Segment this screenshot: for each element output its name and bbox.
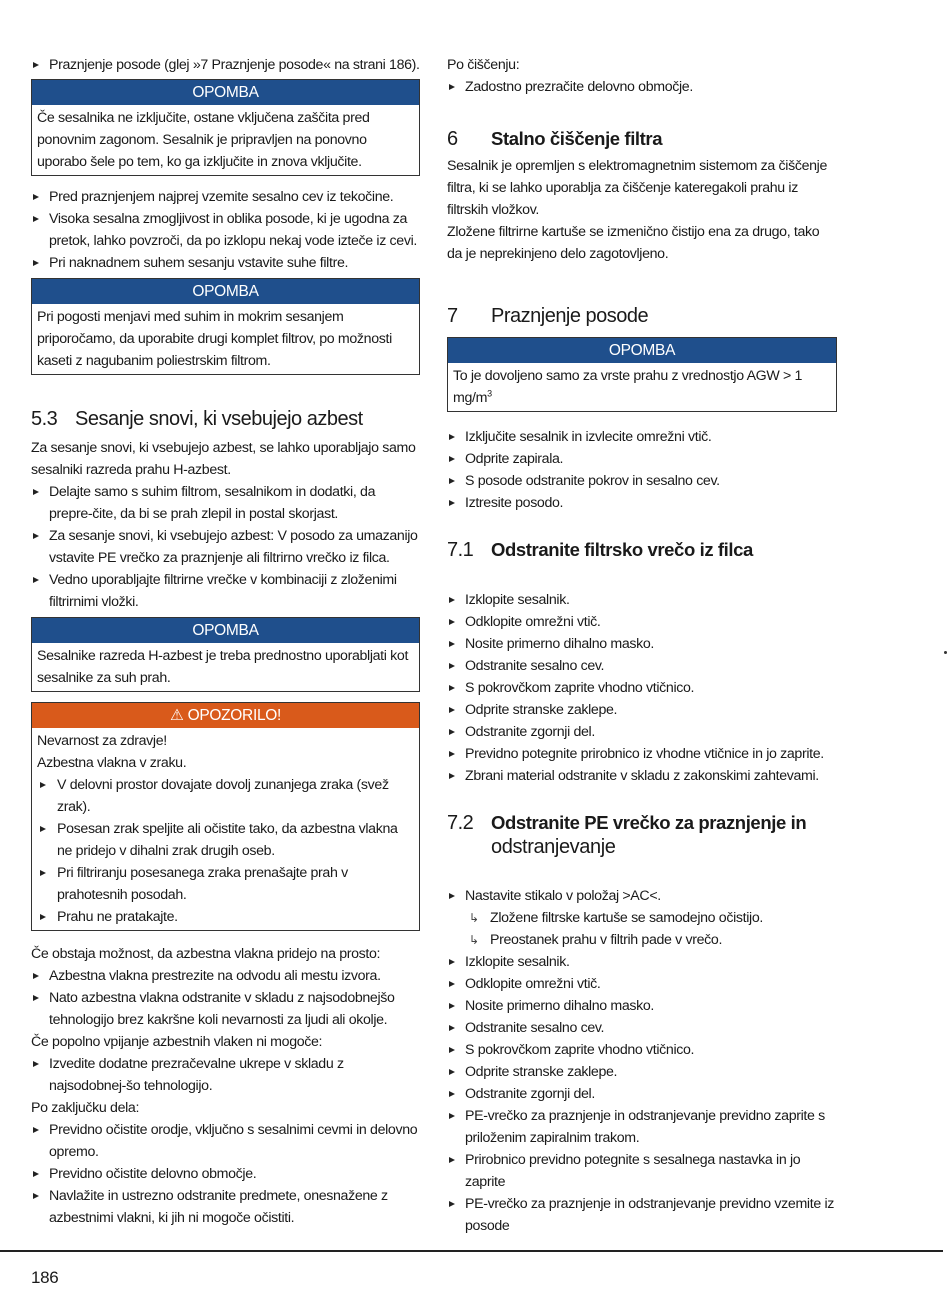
list-pe-bag-steps <box>447 951 837 1237</box>
warning-line: Azbestna vlakna v zraku. <box>37 755 187 771</box>
list-item: Visoka sesalna zmogljivost in oblika posode, ki je ugodna za pretok, lahko povzroči, da po izklopu nekaj vode izteče iz cevi. <box>31 208 420 252</box>
notice-text-main: To je dovoljeno samo za vrste prahu z vrednostjo AGW > 1 mg/m <box>453 368 803 406</box>
list-item: Prahu ne pratakajte. <box>37 906 414 928</box>
list-item: Zadostno prezračite delovno območje. <box>447 76 837 98</box>
list-item: Previdno potegnite prirobnico iz vhodne vtičnice in jo zaprite. <box>447 743 837 765</box>
list-item: Delajte samo s suhim filtrom, sesalnikom in dodatki, da prepre-čite, da bi se prah zlepil in postal skorjast. <box>31 481 420 525</box>
section-title: Stalno čiščenje filtra <box>491 128 663 149</box>
paragraph-after-cleaning: Po čiščenju: <box>447 57 520 73</box>
list-felt-bag <box>447 589 837 787</box>
paragraph-after-work: Po zaključku dela: <box>31 1100 140 1116</box>
section-heading-6 <box>447 127 837 151</box>
notice-box-restart <box>31 79 420 176</box>
list-item: Nosite primerno dihalno masko. <box>447 633 837 655</box>
list-item: Nato azbestna vlakna odstranite v skladu z najsodobnejšo tehnologijo brez kakršne koli nevarnosti za ljudi ali okolje. <box>31 987 420 1031</box>
list-item: Previdno očistite orodje, vključno s sesalnimi cevmi in delovno opremo. <box>31 1119 420 1163</box>
paragraph-absorption: Če popolno vpijanje azbestnih vlaken ni mogoče: <box>31 1034 323 1050</box>
list-item: Praznjenje posode (glej »7 Praznjenje posode« na strani 186). <box>31 54 420 76</box>
list-asbestos-rules <box>31 481 420 613</box>
section-title: Sesanje snovi, ki vsebujejo azbest <box>75 408 363 430</box>
list-item: Odstranite zgornji del. <box>447 721 837 743</box>
list-item: Pred praznjenjem najprej vzemite sesalno cev iz tekočine. <box>31 186 420 208</box>
section-title-bold: Odstranite PE vrečko za praznjenje in <box>491 812 807 833</box>
list-outdoor <box>31 965 420 1031</box>
warning-list <box>37 774 414 928</box>
section-title <box>491 811 821 859</box>
list-item: V delovni prostor dovajate dovolj zunanjega zraka (svež zrak). <box>37 774 414 818</box>
list-item: ↳ Zložene filtrske kartuše se samodejno očistijo. <box>447 907 837 929</box>
list-item: Posesan zrak speljite ali očistite tako, da azbestna vlakna ne pridejo v dihalni zrak drugih oseb. <box>37 818 414 862</box>
list-item: Odklopite omrežni vtič. <box>447 611 837 633</box>
paragraph-filter-cartridges: Zložene filtrirne kartuše se izmenično čistijo ena za drugo, tako da je neprekinjeno delo zagotovljeno. <box>447 224 820 262</box>
list-item: S posode odstranite pokrov in sesalno cev. <box>447 470 837 492</box>
section-heading-7-2 <box>447 811 837 859</box>
list-empty-steps <box>447 426 837 514</box>
list-item: Odprite stranske zaklepe. <box>447 1061 837 1083</box>
list-pe-bag-start <box>447 885 837 907</box>
paragraph-asbestus-intro: Za sesanje snovi, ki vsebujejo azbest, se lahko uporabljajo samo sesalniki razreda prahu H-azbest. <box>31 440 416 478</box>
notice-text <box>453 365 831 409</box>
footer-rule <box>0 1250 943 1252</box>
list-item: Odprite stranske zaklepe. <box>447 699 837 721</box>
warning-box <box>31 702 420 931</box>
list-item: Pri filtriranju posesanega zraka prenašajte prah v prahotesnih posodah. <box>37 862 414 906</box>
paragraph-filter-system: Sesalnik je opremljen s elektromagnetnim sistemom za čiščenje filtra, ki se lahko uporablja za čiščenje kateregakoli prahu iz filtrskih vložkov. <box>447 158 828 218</box>
list-item: S pokrovčkom zaprite vhodno vtičnico. <box>447 1039 837 1061</box>
section-title: Praznjenje posode <box>491 305 649 327</box>
list-item: Zbrani material odstranite v skladu z zakonskimi zahtevami. <box>447 765 837 787</box>
list-item: Odklopite omrežni vtič. <box>447 973 837 995</box>
list-empty-container <box>31 54 420 76</box>
list-item: Nosite primerno dihalno masko. <box>447 995 837 1017</box>
notice-box-agw <box>447 337 837 412</box>
list-item: Za sesanje snovi, ki vsebujejo azbest: V posodo za umazanijo vstavite PE vrečko za praznjenje ali filtrirno vrečko iz filca. <box>31 525 420 569</box>
list-item: Odstranite sesalno cev. <box>447 1017 837 1039</box>
section-number: 5.3 <box>31 408 58 430</box>
section-heading-5-3 <box>31 407 420 431</box>
section-heading-7 <box>447 304 837 328</box>
section-title: Odstranite filtrsko vrečo iz filca <box>491 539 753 560</box>
list-item: Nastavite stikalo v položaj >AC<. <box>447 885 837 907</box>
list-item: Odstranite zgornji del. <box>447 1083 837 1105</box>
notice-text: Sesalnike razreda H-azbest je treba prednostno uporabljati kot sesalnike za suh prah. <box>37 648 409 686</box>
list-item: Izključite sesalnik in izvlecite omrežni vtič. <box>447 426 837 448</box>
list-item: S pokrovčkom zaprite vhodno vtičnico. <box>447 677 837 699</box>
list-item: PE-vrečko za praznjenje in odstranjevanje previdno zaprite s priloženim zapiralnim trakom. <box>447 1105 837 1149</box>
list-after-work <box>31 1119 420 1229</box>
section-heading-7-1 <box>447 538 837 562</box>
list-after-cleaning <box>447 76 837 98</box>
list-item: Previdno očistite delovno območje. <box>31 1163 420 1185</box>
notice-text: Pri pogosti menjavi med suhim in mokrim sesanjem priporočamo, da uporabite drugi komplet filtrov, po možnosti kaseti z nagubanim poliestrskim filtrom. <box>37 309 392 369</box>
list-item: Navlažite in ustrezno odstranite predmete, onesnažene z azbestnimi vlakni, ki jih ni mogoče očistiti. <box>31 1185 420 1229</box>
list-item: Azbestna vlakna prestrezite na odvodu ali mestu izvora. <box>31 965 420 987</box>
list-item: Odstranite sesalno cev. <box>447 655 837 677</box>
list-item: Izklopite sesalnik. <box>447 951 837 973</box>
list-absorption <box>31 1053 420 1097</box>
section-number: 7 <box>447 305 458 327</box>
list-item: Iztresite posodo. <box>447 492 837 514</box>
warning-title: ⚠ OPOZORILO! <box>32 703 419 728</box>
superscript-three: 3 <box>487 388 492 399</box>
list-item: PE-vrečko za praznjenje in odstranjevanje previdno vzemite iz posode <box>447 1193 837 1237</box>
left-column <box>31 54 420 1229</box>
notice-box-filters <box>31 278 420 375</box>
list-item: ↳ Preostanek prahu v filtrih pade v vrečo. <box>447 929 837 951</box>
page-number: 186 <box>31 1268 59 1287</box>
list-item: Pri naknadnem suhem sesanju vstavite suhe filtre. <box>31 252 420 274</box>
notice-text: Če sesalnika ne izključite, ostane vključena zaščita pred ponovnim zagonom. Sesalnik je pripravljen na ponovno uporabo šele po tem, ko ga izključite in znova vključite. <box>37 110 370 170</box>
list-item: Izvedite dodatne prezračevalne ukrepe v skladu z najsodobnej-šo tehnologijo. <box>31 1053 420 1097</box>
section-number: 6 <box>447 128 458 150</box>
notice-title: OPOMBA <box>32 279 419 304</box>
notice-title: OPOMBA <box>32 618 419 643</box>
notice-title: OPOMBA <box>32 80 419 105</box>
notice-title: OPOMBA <box>448 338 836 363</box>
right-column <box>447 54 837 1237</box>
list-item: Izklopite sesalnik. <box>447 589 837 611</box>
notice-box-h-asbestos <box>31 617 420 692</box>
warning-line: Nevarnost za zdravje! <box>37 733 167 749</box>
list-pe-bag-results <box>447 907 837 951</box>
section-title-rest: odstranjevanje <box>491 836 616 858</box>
list-wet-vacuum <box>31 186 420 274</box>
paragraph-outdoor: Če obstaja možnost, da azbestna vlakna pridejo na prosto: <box>31 946 381 962</box>
edge-mark <box>944 651 947 654</box>
section-number: 7.1 <box>447 539 474 561</box>
list-item: Odprite zapirala. <box>447 448 837 470</box>
list-item: Vedno uporabljajte filtrirne vrečke v kombinaciji z zloženimi filtrirnimi vložki. <box>31 569 420 613</box>
section-number: 7.2 <box>447 812 474 834</box>
list-item: Prirobnico previdno potegnite s sesalnega nastavka in jo zaprite <box>447 1149 837 1193</box>
